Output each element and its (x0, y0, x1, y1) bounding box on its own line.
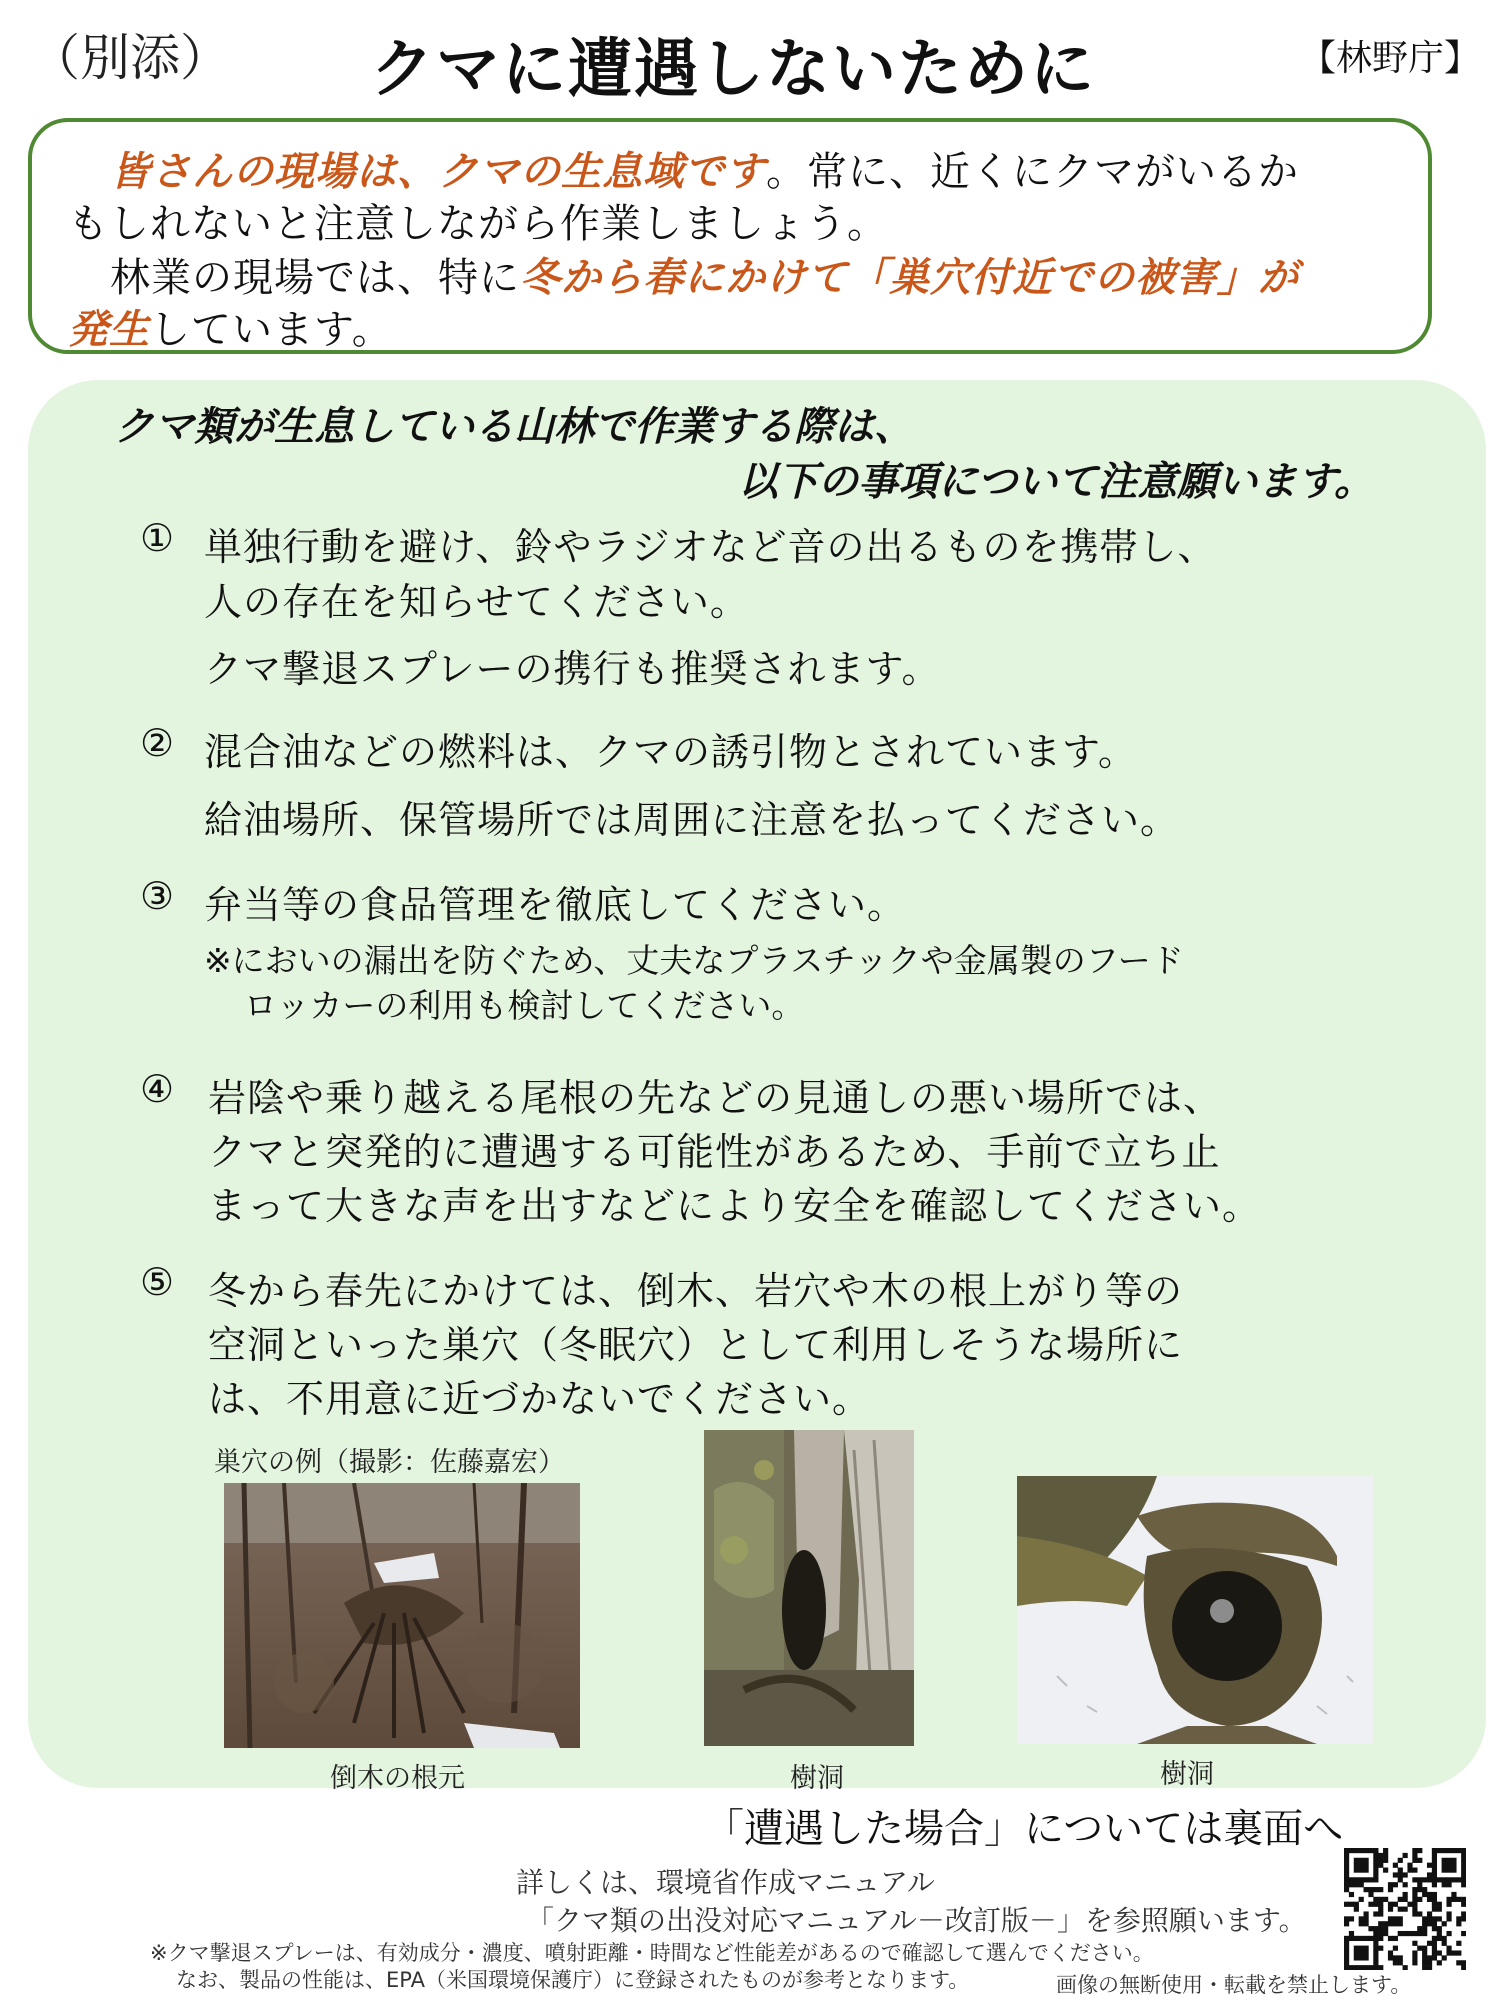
no-reproduction-notice: 画像の無断使用・転載を禁止します。 (1056, 1973, 1412, 1997)
intro-emphasis: 発生 (68, 307, 150, 353)
item-number-3: ③ (140, 874, 175, 918)
item-number-4: ④ (140, 1067, 175, 1111)
item-4-line-1: 岩陰や乗り越える尾根の先などの見通しの悪い場所では、 (208, 1076, 1223, 1120)
item-4-line-2: クマと突発的に遭遇する可能性があるため、手前で立ち止 (208, 1130, 1221, 1174)
annex-label: （別添） (30, 29, 230, 87)
agency-label: 【林野庁】 (1300, 38, 1481, 79)
item-number-5: ⑤ (140, 1260, 175, 1304)
intro-line-2: もしれないと注意しながら作業しましょう。 (68, 201, 888, 247)
item-2-line-2: 給油場所、保管場所では周囲に注意を払ってください。 (204, 798, 1180, 842)
item-number-2: ② (140, 721, 175, 765)
item-5-line-2: 空洞といった巣穴（冬眠穴）として利用しそうな場所に (208, 1323, 1184, 1367)
intro-text: 林業の現場では、特に (110, 255, 520, 301)
item-1-line-1: 単独行動を避け、鈴やラジオなど音の出るものを携帯し、 (204, 525, 1217, 569)
item-number-1: ① (140, 516, 175, 560)
page-title: クマに遭遇しないために (370, 33, 1096, 107)
photo-tree-hollow-1 (704, 1430, 914, 1746)
intro-text: 。常に、近くにクマがいるか (766, 149, 1299, 195)
photos-caption: 巣穴の例（撮影：佐藤嘉宏） (214, 1447, 565, 1478)
item-3-line-1: 弁当等の食品管理を徹底してください。 (204, 883, 907, 927)
reference-line-1: 詳しくは、環境省作成マニュアル (516, 1866, 935, 1899)
qr-code[interactable] (1344, 1848, 1466, 1970)
photo-label-fallen-tree-root: 倒木の根元 (330, 1763, 465, 1794)
reference-line-2: 「クマ類の出没対応マニュアル－改訂版－」を参照願います。 (526, 1904, 1307, 1937)
item-2-line-1: 混合油などの燃料は、クマの誘引物とされています。 (204, 730, 1137, 774)
intro-line-1 (110, 140, 1299, 197)
spray-note-1: ※クマ撃退スプレーは、有効成分・濃度、噴射距離・時間など性能差があるので確認して選んでください。 (150, 1941, 1154, 1965)
photo-label-tree-hollow-2: 樹洞 (1160, 1759, 1214, 1790)
panel-heading-line-2: 以下の事項について注意願います。 (738, 459, 1374, 505)
item-1-line-2: 人の存在を知らせてください。 (204, 580, 749, 624)
see-back-page-note: 「遭遇した場合」については裏面へ (704, 1806, 1344, 1852)
intro-text: しています。 (150, 307, 393, 353)
item-5-line-1: 冬から春先にかけては、倒木、岩穴や木の根上がり等の (208, 1269, 1184, 1313)
intro-emphasis: 皆さんの現場は、クマの生息域です (110, 149, 766, 195)
photo-tree-hollow-2 (1017, 1476, 1373, 1744)
spray-note-2: なお、製品の性能は、EPA（米国環境保護庁）に登録されたものが参考となります。 (176, 1968, 970, 1992)
intro-emphasis: 冬から春にかけて「巣穴付近での被害」が (520, 255, 1299, 301)
item-1-line-3: クマ撃退スプレーの携行も推奨されます。 (204, 647, 941, 691)
panel-heading-line-1: クマ類が生息している山林で作業する際は、 (114, 404, 914, 450)
intro-line-3 (110, 246, 1299, 303)
item-4-line-3: まって大きな声を出すなどにより安全を確認してください。 (208, 1184, 1262, 1228)
item-3-note-1: ※においの漏出を防ぐため、丈夫なプラスチックや金属製のフード (204, 941, 1184, 980)
photo-fallen-tree-root (224, 1483, 580, 1748)
intro-line-4 (68, 298, 393, 355)
item-3-note-2: ロッカーの利用も検討してください。 (244, 986, 805, 1025)
item-5-line-3: は、不用意に近づかないでください。 (208, 1377, 872, 1421)
photo-label-tree-hollow-1: 樹洞 (790, 1763, 844, 1794)
